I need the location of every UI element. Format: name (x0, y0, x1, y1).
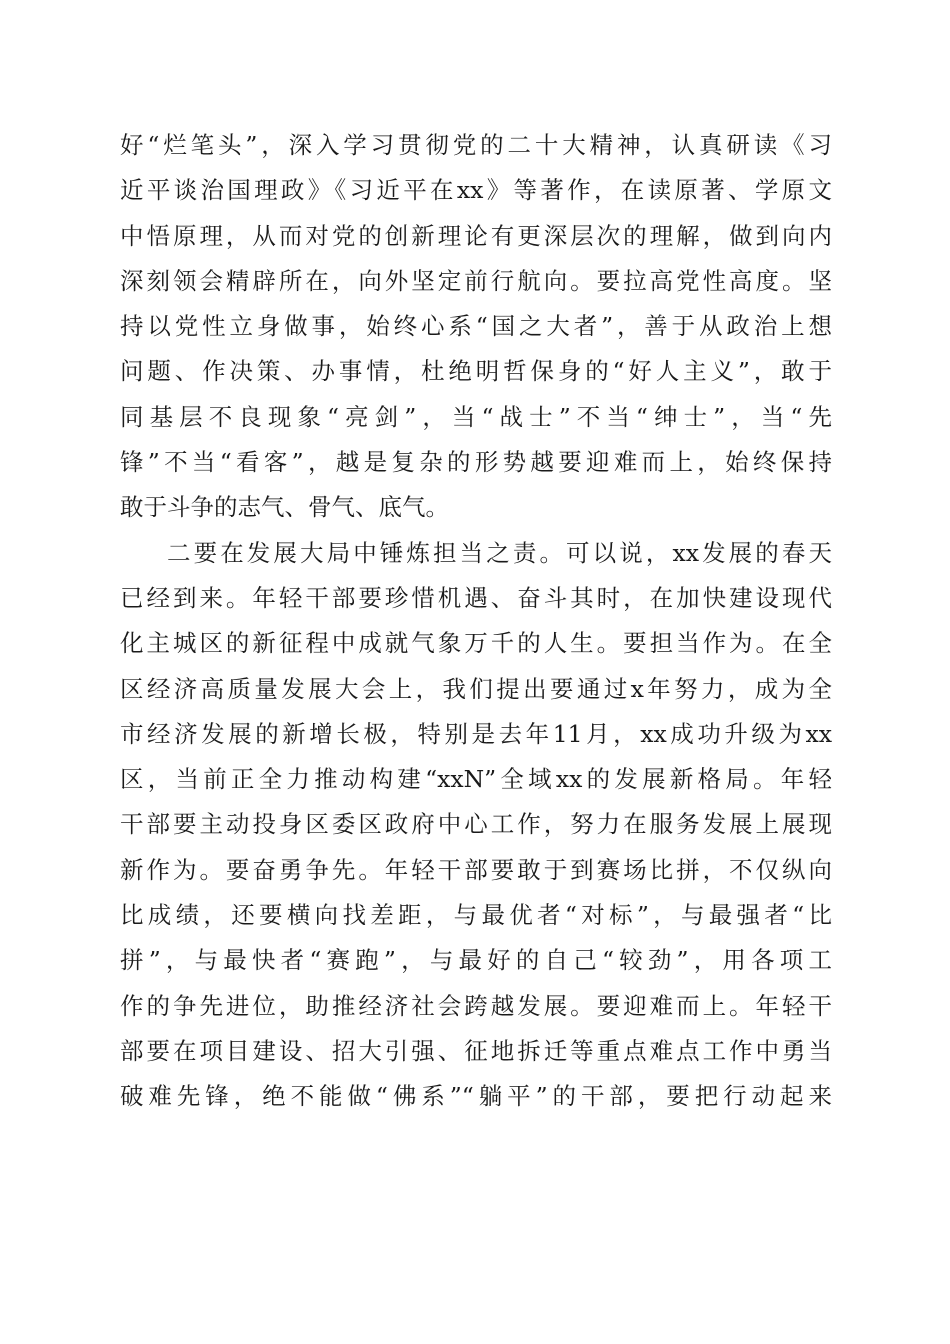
text-line: 区经济高质量发展大会上，我们提出要通过x年努力，成为全 (120, 674, 832, 703)
text-line: 拼”，与最快者“赛跑”，与最好的自己“较劲”，用各项工 (120, 946, 832, 975)
paragraph-1 (120, 123, 832, 531)
text-line: 化主城区的新征程中成就气象万千的人生。要担当作为。在全 (120, 629, 832, 658)
text-line: 中悟原理，从而对党的创新理论有更深层次的理解，做到向内 (120, 221, 832, 250)
text-line: 持以党性立身做事，始终心系“国之大者”，善于从政治上想 (120, 312, 832, 341)
text-line: 比成绩，还要横向找差距，与最优者“对标”，与最强者“比 (120, 901, 832, 930)
text-line: 市经济发展的新增长极，特别是去年11月，xx成功升级为xx (120, 719, 832, 748)
document-body (120, 123, 832, 1120)
text-line: 干部要主动投身区委区政府中心工作，努力在服务发展上展现 (120, 810, 832, 839)
text-line: 区，当前正全力推动构建“xxN”全域xx的发展新格局。年轻 (120, 765, 832, 794)
text-line: 作的争先进位，助推经济社会跨越发展。要迎难而上。年轻干 (120, 991, 832, 1020)
text-line: 好“烂笔头”，深入学习贯彻党的二十大精神，认真研读《习 (120, 131, 832, 159)
text-line: 问题、作决策、办事情，杜绝明哲保身的“好人主义”，敢于 (120, 357, 832, 386)
text-line: 近平谈治国理政》《习近平在xx》等著作，在读原著、学原文 (120, 176, 832, 205)
text-line: 深刻领会精辟所在，向外坚定前行航向。要拉高党性高度。坚 (120, 266, 832, 295)
text-line: 破难先锋，绝不能做“佛系”“躺平”的干部，要把行动起来 (120, 1082, 832, 1111)
text-line: 已经到来。年轻干部要珍惜机遇、奋斗其时，在加快建设现代 (120, 583, 832, 612)
paragraph-2 (120, 531, 832, 1120)
text-line: 同基层不良现象“亮剑”，当“战士”不当“绅士”，当“先 (120, 402, 832, 431)
text-line: 敢于斗争的志气、骨气、底气。 (120, 493, 449, 522)
text-line: 二要在发展大局中锤炼担当之责。可以说，xx发展的春天 (167, 538, 832, 567)
text-line: 锋”不当“看客”，越是复杂的形势越要迎难而上，始终保持 (120, 448, 832, 477)
text-line: 部要在项目建设、招大引强、征地拆迁等重点难点工作中勇当 (120, 1036, 832, 1065)
text-line: 新作为。要奋勇争先。年轻干部要敢于到赛场比拼，不仅纵向 (120, 855, 832, 884)
